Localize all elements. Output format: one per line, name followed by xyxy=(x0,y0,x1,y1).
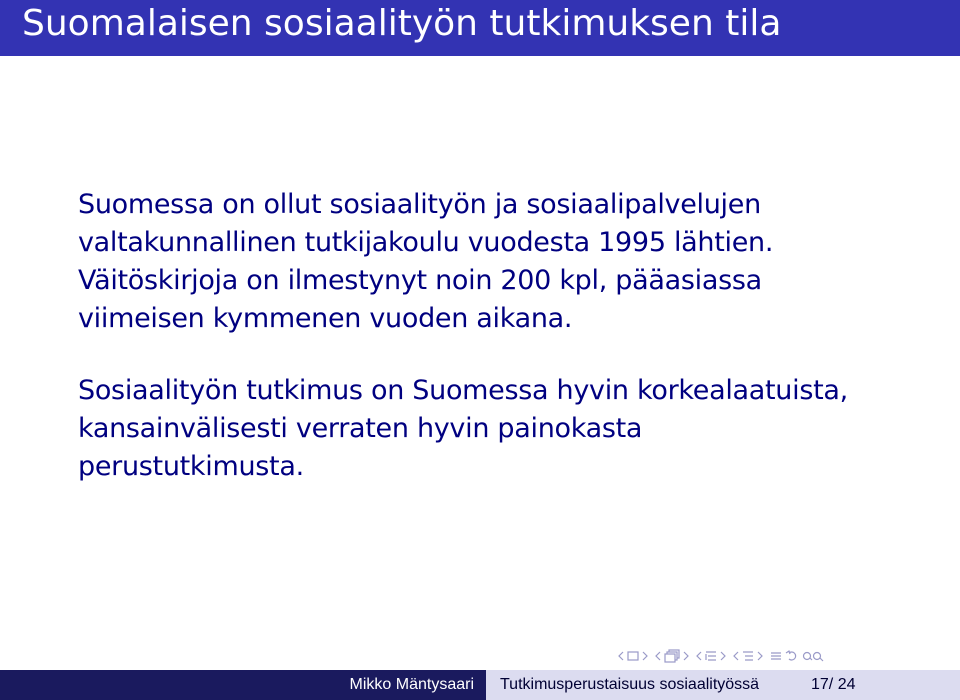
nav-group-slide xyxy=(733,650,763,662)
nav-section-icon[interactable] xyxy=(705,650,717,662)
slide-content xyxy=(78,186,938,486)
nav-next-section-icon[interactable] xyxy=(720,651,726,661)
nav-back-icon[interactable] xyxy=(785,650,799,662)
navigation-bar xyxy=(618,645,824,667)
nav-frame-icon[interactable] xyxy=(627,651,639,661)
nav-prev-slide-icon[interactable] xyxy=(733,651,739,661)
paragraph-1: Suomessa on ollut sosiaalityön ja sosiaalipalvelujen valtakunnallinen tutkijakoulu vuodesta 1995 lähtien. Väitöskirjoja on ilmestynyt noin 200 kpl, pääasiassa viimeisen kymmenen vuoden aikana. xyxy=(78,189,774,334)
nav-group-subsection xyxy=(655,649,689,663)
nav-prev-section-icon[interactable] xyxy=(696,651,702,661)
nav-next-frame-icon[interactable] xyxy=(642,651,648,661)
nav-next-slide-icon[interactable] xyxy=(757,651,763,661)
title-bar xyxy=(0,0,960,56)
nav-search-icon[interactable] xyxy=(802,650,824,662)
nav-subsection-icon[interactable] xyxy=(664,649,680,663)
nav-align-icon[interactable] xyxy=(770,651,782,661)
footer-talk-title: Tutkimusperustaisuus sosiaalityössä xyxy=(500,676,760,693)
footer-title-area xyxy=(486,670,960,700)
nav-prev-frame-icon[interactable] xyxy=(618,651,624,661)
footer xyxy=(0,670,960,700)
nav-group-section xyxy=(696,650,726,662)
nav-prev-subsection-icon[interactable] xyxy=(655,651,661,661)
nav-group-tools xyxy=(770,650,824,662)
nav-group-frame xyxy=(618,651,648,661)
footer-page-number: 17/ 24 xyxy=(811,676,856,693)
paragraph-2: Sosiaalityön tutkimus on Suomessa hyvin korkealaatuista, kansainvälisesti verraten hyvin painokasta perustutkimusta. xyxy=(78,375,848,482)
slide-title: Suomalaisen sosiaalityön tutkimuksen tila xyxy=(22,3,782,44)
footer-author: Mikko Mäntysaari xyxy=(0,670,486,700)
nav-slide-icon[interactable] xyxy=(742,650,754,662)
nav-next-subsection-icon[interactable] xyxy=(683,651,689,661)
